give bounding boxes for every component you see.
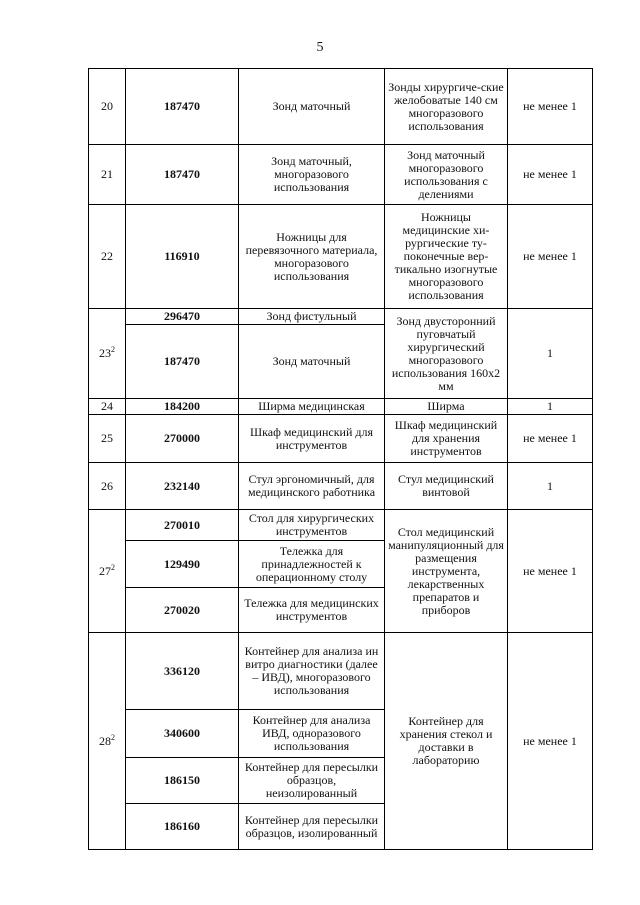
item-code: 270010: [126, 510, 239, 541]
item-name: Зонд маточный: [239, 325, 385, 399]
row-number: 21: [89, 145, 126, 205]
item-code: 340600: [126, 710, 239, 758]
item-code: 232140: [126, 463, 239, 510]
item-name: Шкаф медицинский для инструментов: [239, 415, 385, 463]
item-description: Зонд маточный многоразового использования с делениями: [385, 145, 508, 205]
item-code: 270000: [126, 415, 239, 463]
item-code: 270020: [126, 588, 239, 633]
item-name: Зонд маточный: [239, 69, 385, 145]
item-quantity: 1: [508, 463, 593, 510]
item-description: Ножницы медицинские хи-рургические ту-поконечные вер-тикально изогнутые многоразового использования: [385, 205, 508, 309]
item-description: Стул медицинский винтовой: [385, 463, 508, 510]
item-code: 336120: [126, 633, 239, 710]
table-row: [89, 309, 593, 325]
item-description: Ширма: [385, 399, 508, 415]
table-row: [89, 399, 593, 415]
item-description: Контейнер для хранения стекол и доставки в лабораторию: [385, 633, 508, 850]
item-code: 129490: [126, 541, 239, 588]
item-name: Ножницы для перевязочного материала, многоразового использования: [239, 205, 385, 309]
item-quantity: не менее 1: [508, 415, 593, 463]
item-name: Зонд маточный, многоразового использования: [239, 145, 385, 205]
item-description: Стол медицинский манипуляционный для размещения инструмента, лекарственных препаратов и приборов: [385, 510, 508, 633]
item-name: Стол для хирургических инструментов: [239, 510, 385, 541]
item-description: Зонды хирургиче-ские желобоватые 140 см многоразового использования: [385, 69, 508, 145]
item-quantity: не менее 1: [508, 145, 593, 205]
item-quantity: не менее 1: [508, 69, 593, 145]
item-name: Ширма медицинская: [239, 399, 385, 415]
row-number: $27^2$: [89, 510, 126, 633]
row-number: $28^2$: [89, 633, 126, 850]
item-description: Зонд двусторонний пуговчатый хирургический многоразового использования 160х2 мм: [385, 309, 508, 399]
page-number: 5: [316, 40, 324, 55]
item-name: Стул эргономичный, для медицинского работника: [239, 463, 385, 510]
item-quantity: 1: [508, 309, 593, 399]
item-name: Контейнер для пересылки образцов, изолированный: [239, 804, 385, 850]
row-number: 25: [89, 415, 126, 463]
row-number: 22: [89, 205, 126, 309]
item-quantity: не менее 1: [508, 510, 593, 633]
row-number: 24: [89, 399, 126, 415]
item-name: Зонд фистульный: [239, 309, 385, 325]
item-name: Контейнер для анализа ин витро диагностики (далее – ИВД), многоразового использования: [239, 633, 385, 710]
item-description: Шкаф медицинский для хранения инструментов: [385, 415, 508, 463]
item-quantity: 1: [508, 399, 593, 415]
table-row: [89, 69, 593, 145]
row-number: 20: [89, 69, 126, 145]
table-row: [89, 145, 593, 205]
item-code: 184200: [126, 399, 239, 415]
item-code: 116910: [126, 205, 239, 309]
item-name: Контейнер для анализа ИВД, одноразового использования: [239, 710, 385, 758]
table-row: [89, 463, 593, 510]
item-code: 296470: [126, 309, 239, 325]
table-row: [89, 510, 593, 541]
item-quantity: не менее 1: [508, 633, 593, 850]
item-code: 186160: [126, 804, 239, 850]
item-name: Контейнер для пересылки образцов, неизолированный: [239, 758, 385, 804]
item-code: 187470: [126, 325, 239, 399]
row-number: $23^2$: [89, 309, 126, 399]
item-quantity: не менее 1: [508, 205, 593, 309]
item-name: Тележка для медицинских инструментов: [239, 588, 385, 633]
item-code: 186150: [126, 758, 239, 804]
table-row: [89, 205, 593, 309]
row-number: 26: [89, 463, 126, 510]
item-code: 187470: [126, 69, 239, 145]
item-name: Тележка для принадлежностей к операционному столу: [239, 541, 385, 588]
equipment-table: [88, 68, 593, 850]
table-row: [89, 633, 593, 710]
table-row: [89, 415, 593, 463]
item-code: 187470: [126, 145, 239, 205]
